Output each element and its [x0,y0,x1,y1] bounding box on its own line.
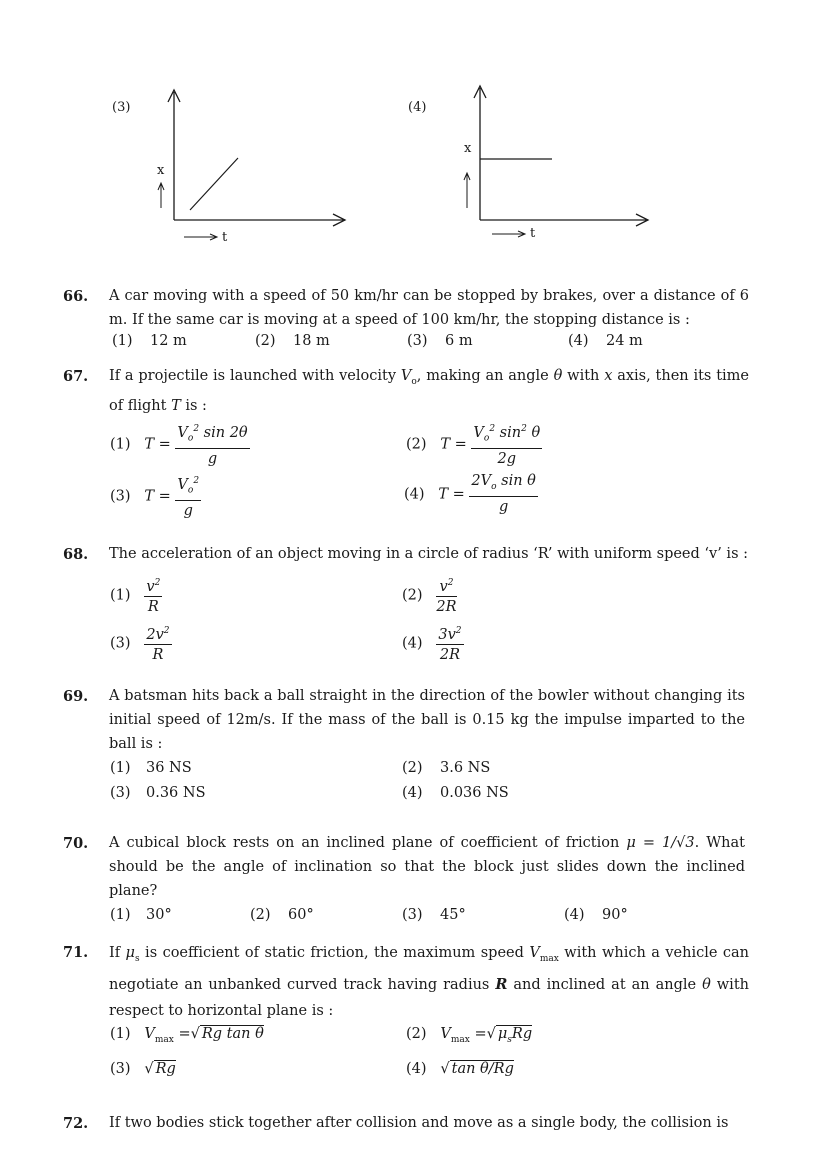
q67-option-4: (4) T = $\frac{2V_o \sin \theta}{g}$ [404,473,536,515]
q68-option-3: (3) $\frac{2v^2}{R}$ [110,622,172,665]
graph-3-x-label: x [157,163,165,178]
q70-option-2-label: (2) [250,907,271,923]
q69-option-1-label: (1) [110,760,131,776]
question-69-text: A batsman hits back a ball straight in the direction of the bowler without changing its initial speed of 12m/s. If the mass of the ball is 0.15 kg the impulse imparted to the ball is : [109,688,745,752]
graph-4-label: (4) [408,100,427,115]
graph-4-t-label: t [530,226,536,241]
question-72-number: 72. [63,1115,89,1132]
q66-option-4-value: 24 m [606,333,643,349]
q69-option-2-label: (2) [402,760,423,776]
q66-option-3-value: 6 m [445,333,473,349]
q66-option-3-label: (3) [407,333,428,349]
q68-option-4: (4) $\frac{3v^2}{2R}$ [402,622,464,665]
q70-option-2-value: 60° [288,907,314,923]
question-66-text: A car moving with a speed of 50 km/hr can be stopped by brakes, over a distance of 6 m. If the same car is moving at a speed of 100 km/hr, the stopping distance is : [109,288,749,328]
question-72-text: If two bodies stick together after collision and move as a single body, the collision is [109,1115,729,1131]
q69-option-4-label: (4) [402,785,423,801]
q71-option-4: (4) √ tan θ/Rg [406,1061,514,1077]
q68-option-1: (1) $\frac{v^2}{R}$ [110,574,162,617]
q70-option-4-value: 90° [602,907,628,923]
question-67-number: 67. [63,368,89,385]
q69-option-4-value: 0.036 NS [440,785,509,801]
graph-3-label: (3) [112,100,131,115]
q69-option-1-value: 36 NS [146,760,192,776]
question-71-text: If $\mu_s$ is coefficient of static friction, the maximum speed $V_{max}$ with which a vehicle can negotiate an unbanked curved track having radius R and inclined at an angle θ with respect to horizontal plane is : [109,945,749,1019]
q69-option-3-value: 0.36 NS [146,785,206,801]
question-70-number: 70. [63,835,89,852]
graph-4 [440,80,670,250]
q70-option-1-value: 30° [146,907,172,923]
q70-option-3-value: 45° [440,907,466,923]
q69-option-3-label: (3) [110,785,131,801]
q71-option-2: (2) $V_{max}$ =√ $\mu_sRg$ [406,1026,533,1045]
graph-3-t-label: t [222,230,228,245]
question-71-number: 71. [63,944,89,961]
q69-option-2-value: 3.6 NS [440,760,491,776]
q66-option-1-label: (1) [112,333,133,349]
graph-4-x-label: x [464,141,472,156]
q70-option-4-label: (4) [564,907,585,923]
question-66-number: 66. [63,288,89,305]
q66-option-4-label: (4) [568,333,589,349]
question-68-text: The acceleration of an object moving in a circle of radius ‘R’ with uniform speed ‘v’ is : [109,546,748,562]
q66-option-2-value: 18 m [293,333,330,349]
graph-3 [140,80,370,250]
q71-option-3: (3) √ Rg [110,1061,176,1077]
question-69-number: 69. [63,688,89,705]
question-70-text: A cubical block rests on an inclined plane of coefficient of friction μ = 1/√3. What should be the angle of inclination so that the block just slides down the inclined plane? [109,835,745,899]
mu-expression: μ = 1/√3 [626,835,695,851]
question-67-text: If a projectile is launched with velocity $V_o$, making an angle θ with x axis, then its time of flight T is : [109,368,749,414]
q66-option-1-value: 12 m [150,333,187,349]
q68-option-2: (2) $\frac{v^2}{2R}$ [402,574,457,617]
question-68-number: 68. [63,546,89,563]
q67-option-3: (3) T = $\frac{V_o^2}{g}$ [110,472,201,521]
q67-option-1: (1) T = $\frac{V_o^2 \sin 2\theta}{g}$ [110,420,250,469]
q70-option-1-label: (1) [110,907,131,923]
q67-option-2: (2) T = $\frac{V_o^2 \sin^2 \theta}{2g}$ [406,420,542,469]
q71-option-1: (1) $V_{max}$ =√ Rg tan θ [110,1026,264,1045]
q70-option-3-label: (3) [402,907,423,923]
q66-option-2-label: (2) [255,333,276,349]
